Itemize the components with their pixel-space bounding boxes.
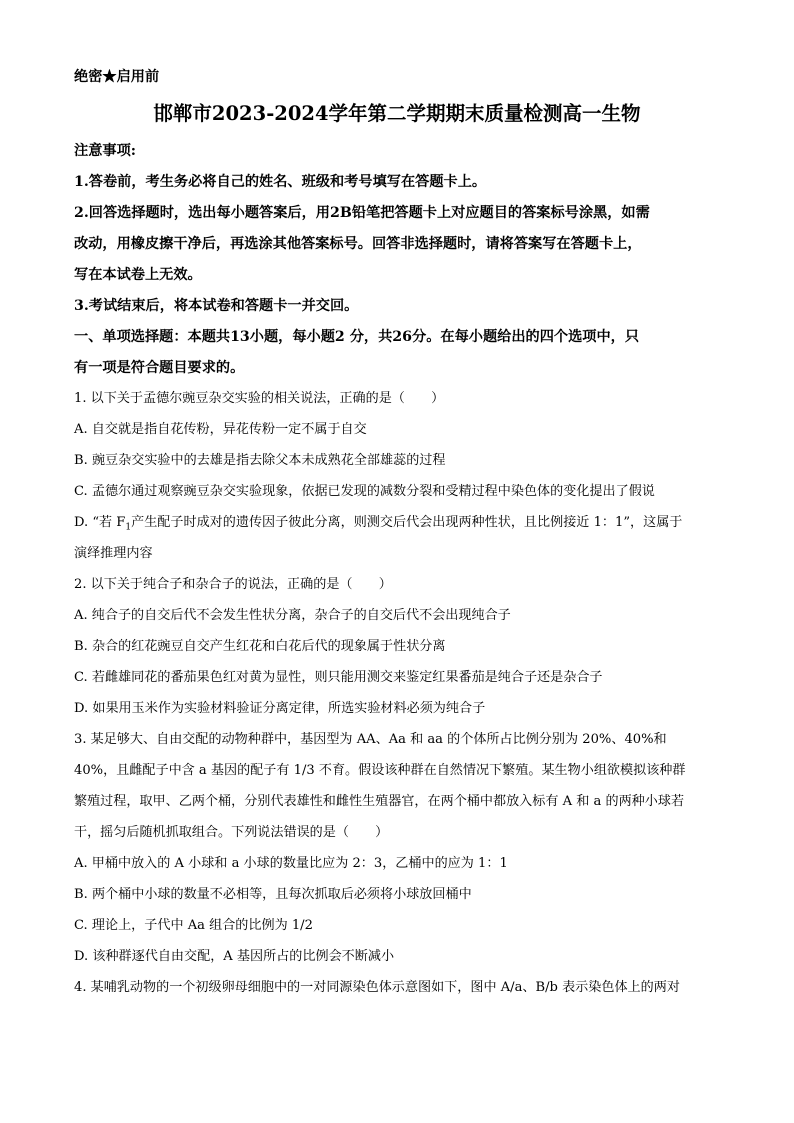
notice-heading: 注意事项: <box>74 143 136 159</box>
question-2-option-d: D. 如果用玉米作为实验材料验证分离定律，所选实验材料必须为纯合子 <box>74 701 486 716</box>
question-2-option-a: A. 纯合子的自交后代不会发生性状分离，杂合子的自交后代不会出现纯合子 <box>74 608 511 623</box>
question-4-stem-line-1: 4. 某哺乳动物的一个初级卵母细胞中的一对同源染色体示意图如下，图中 A/a、B/b 表示染色体上的两对 <box>74 980 680 995</box>
question-3-option-d: D. 该种群逐代自由交配，A 基因所占的比例会不断减小 <box>74 949 395 964</box>
question-3-stem-line-4: 干，摇匀后随机抓取组合。下列说法错误的是（ ） <box>74 825 389 840</box>
question-1-option-a: A. 自交就是指自花传粉，异花传粉一定不属于自交 <box>74 422 367 437</box>
question-1-option-b: B. 豌豆杂交实验中的去雄是指去除父本未成熟花全部雄蕊的过程 <box>74 453 446 468</box>
question-1-option-d <box>74 513 682 533</box>
section-heading-line-1: 一、单项选择题：本题共13小题，每小题2 分，共26分。在每小题给出的四个选项中，只 <box>74 329 640 345</box>
question-2-option-c: C. 若雌雄同花的番茄果色红对黄为显性，则只能用测交来鉴定红果番茄是纯合子还是杂合子 <box>74 670 603 685</box>
question-3-stem-line-2: 40%，且雌配子中含 a 基因的配子有 1/3 不育。假设该种群在自然情况下繁殖。某生物小组欲模拟该种群 <box>74 763 686 778</box>
confidential-label: 绝密★启用前 <box>74 69 160 85</box>
question-1-stem: 1. 以下关于孟德尔豌豆杂交实验的相关说法，正确的是（ ） <box>74 391 445 406</box>
notice-item-2-line-2: 改动，用橡皮擦干净后，再选涂其他答案标号。回答非选择题时，请将答案写在答题卡上， <box>74 236 642 252</box>
question-1-option-d-prefix: D. “若 F <box>74 515 126 530</box>
question-1-option-c: C. 孟德尔通过观察豌豆杂交实验现象，依据已发现的减数分裂和受精过程中染色体的变化提出了假说 <box>74 484 655 499</box>
question-2-stem: 2. 以下关于纯合子和杂合子的说法，正确的是（ ） <box>74 577 392 592</box>
notice-item-2-line-3: 写在本试卷上无效。 <box>74 267 202 283</box>
question-2-option-b: B. 杂合的红花豌豆自交产生红花和白花后代的现象属于性状分离 <box>74 639 446 654</box>
question-1-option-d-line-2: 演绎推理内容 <box>74 546 153 561</box>
question-1-option-d-subscript: 1 <box>125 522 132 533</box>
question-3-option-a: A. 甲桶中放入的 A 小球和 a 小球的数量比应为 2：3，乙桶中的应为 1：1 <box>74 856 508 871</box>
notice-item-2-line-1: 2.回答选择题时，选出每小题答案后，用2B铅笔把答题卡上对应题目的答案标号涂黑，如需 <box>74 205 650 221</box>
question-3-stem-line-3: 繁殖过程，取甲、乙两个桶，分别代表雄性和雌性生殖器官，在两个桶中都放入标有 A 和 a 的两种小球若 <box>74 794 685 809</box>
question-3-stem-line-1: 3. 某足够大、自由交配的动物种群中，基因型为 AA、Aa 和 aa 的个体所占比例分别为 20%、40%和 <box>74 732 667 747</box>
notice-item-3: 3.考试结束后，将本试卷和答题卡一并交回。 <box>74 298 359 314</box>
exam-title: 邯郸市2023-2024学年第二学期期末质量检测高一生物 <box>153 102 641 125</box>
section-heading-line-2: 有一项是符合题目要求的。 <box>74 360 245 376</box>
question-3-option-b: B. 两个桶中小球的数量不必相等，且每次抓取后必须将小球放回桶中 <box>74 887 472 902</box>
question-3-option-c: C. 理论上，子代中 Aa 组合的比例为 1/2 <box>74 918 313 933</box>
question-1-option-d-rest: 产生配子时成对的遗传因子彼此分离，则测交后代会出现两种性状，且比例接近 1：1”，这属于 <box>131 515 683 530</box>
notice-item-1: 1.答卷前，考生务必将自己的姓名、班级和考号填写在答题卡上。 <box>74 174 487 190</box>
